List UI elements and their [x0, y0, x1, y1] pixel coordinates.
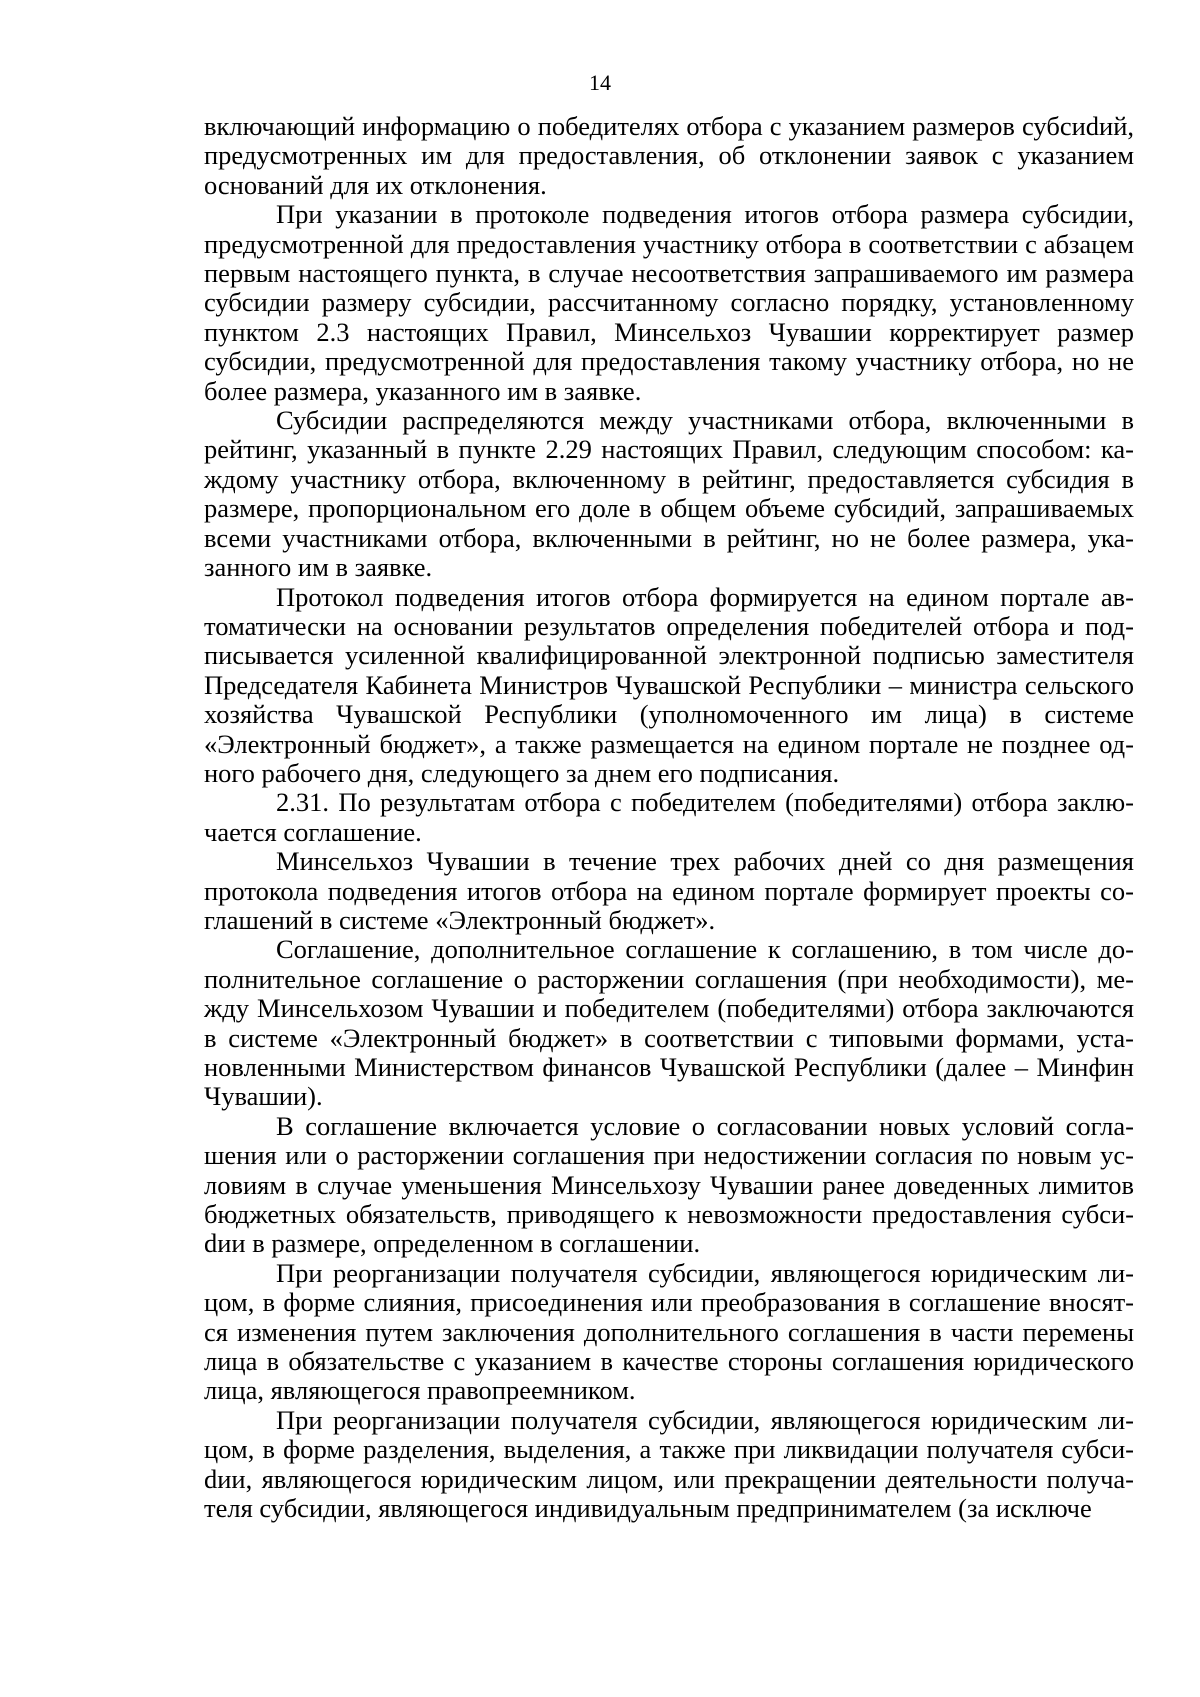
paragraph: При реорганизации получателя субсидии, являющегося юридическим лицом, в форме слияния, присоединения или преобразования в соглашение вносятся изменения путем заключения дополнительного соглашения в части перемены лица в обязательстве с указанием в качестве стороны соглашения юридического лица, являющегося правопреемником.: [204, 1257, 1134, 1406]
paragraph: Соглашение, дополнительное соглашение к соглашению, в том числе дополнительное соглашение о расторжении соглашения (при необходимости), между Минсельхозом Чувашии и победителем (победителями) отбора заключаются в системе «Электронный бюджет» в соответствии с типовыми формами, установленными Министерством финансов Чувашской Республики (далее – Минфин Чувашии).: [204, 934, 1134, 1112]
paragraph: При реорганизации получателя субсидии, являющегося юридическим лицом, в форме разделения, выделения, а также при ликвидации получателя субсиdии, являющегося юридическим лицом, или прекращении деятельности получателя субсидии, являющегося индивидуальным предпринимателем (за исключе: [204, 1404, 1134, 1524]
paragraph-continuation: включающий информацию о победителях отбора с указанием размеров субсиdий, предусмотренных им для предоставления, об отклонении заявок с указанием оснований для их отклонения.: [204, 111, 1134, 200]
paragraph: Субсидии распределяются между участниками отбора, включенными в рейтинг, указанный в пункте 2.29 настоящих Правил, следующим способом: каждому участнику отбора, включенному в рейтинг, предоставляется субсидия в размере, пропорциональном его доле в общем объеме субсидий, запрашиваемых всеми участниками отбора, включенными в рейтинг, но не более размера, указанного им в заявке.: [204, 405, 1134, 583]
paragraph: 2.31. По результатам отбора с победителем (победителями) отбора заключается соглашение.: [204, 787, 1134, 847]
document-body: [204, 112, 1134, 1524]
paragraph: Минсельхоз Чувашии в течение трех рабочих дней со дня размещения протокола подведения итогов отбора на едином портале формирует проекты соглашений в системе «Электронный бюджет».: [204, 846, 1134, 935]
paragraph: При указании в протоколе подведения итогов отбора размера субсидии, предусмотренной для предоставления участнику отбора в соответствии с абзацем первым настоящего пункта, в случае несоответствия запрашиваемого им размера субсидии размеру субсидии, рассчитанному согласно порядку, установленному пунктом 2.3 настоящих Правил, Минсельхоз Чувашии корректирует размер субсидии, предусмотренной для предоставления такому участнику отбора, но не более размера, указанного им в заявке.: [204, 199, 1134, 406]
page-number: 14: [589, 70, 611, 95]
paragraph: Протокол подведения итогов отбора формируется на едином портале автоматически на основании результатов определения победителей отбора и подписывается усиленной квалифицированной электронной подписью заместителя Председателя Кабинета Министров Чувашской Республики – министра сельского хозяйства Чувашской Республики (уполномоченного им лица) в системе «Электронный бюджет», а также размещается на едином портале не позднее одного рабочего дня, следующего за днем его подписания.: [204, 581, 1134, 788]
paragraph: В соглашение включается условие о согласовании новых условий соглашения или о расторжении соглашения при недостижении согласия по новым условиям в случае уменьшения Минсельхозу Чувашии ранее доведенных лимитов бюджетных обязательств, приводящего к невозможности предоставления субсиdии в размере, определенном в соглашении.: [204, 1110, 1134, 1259]
